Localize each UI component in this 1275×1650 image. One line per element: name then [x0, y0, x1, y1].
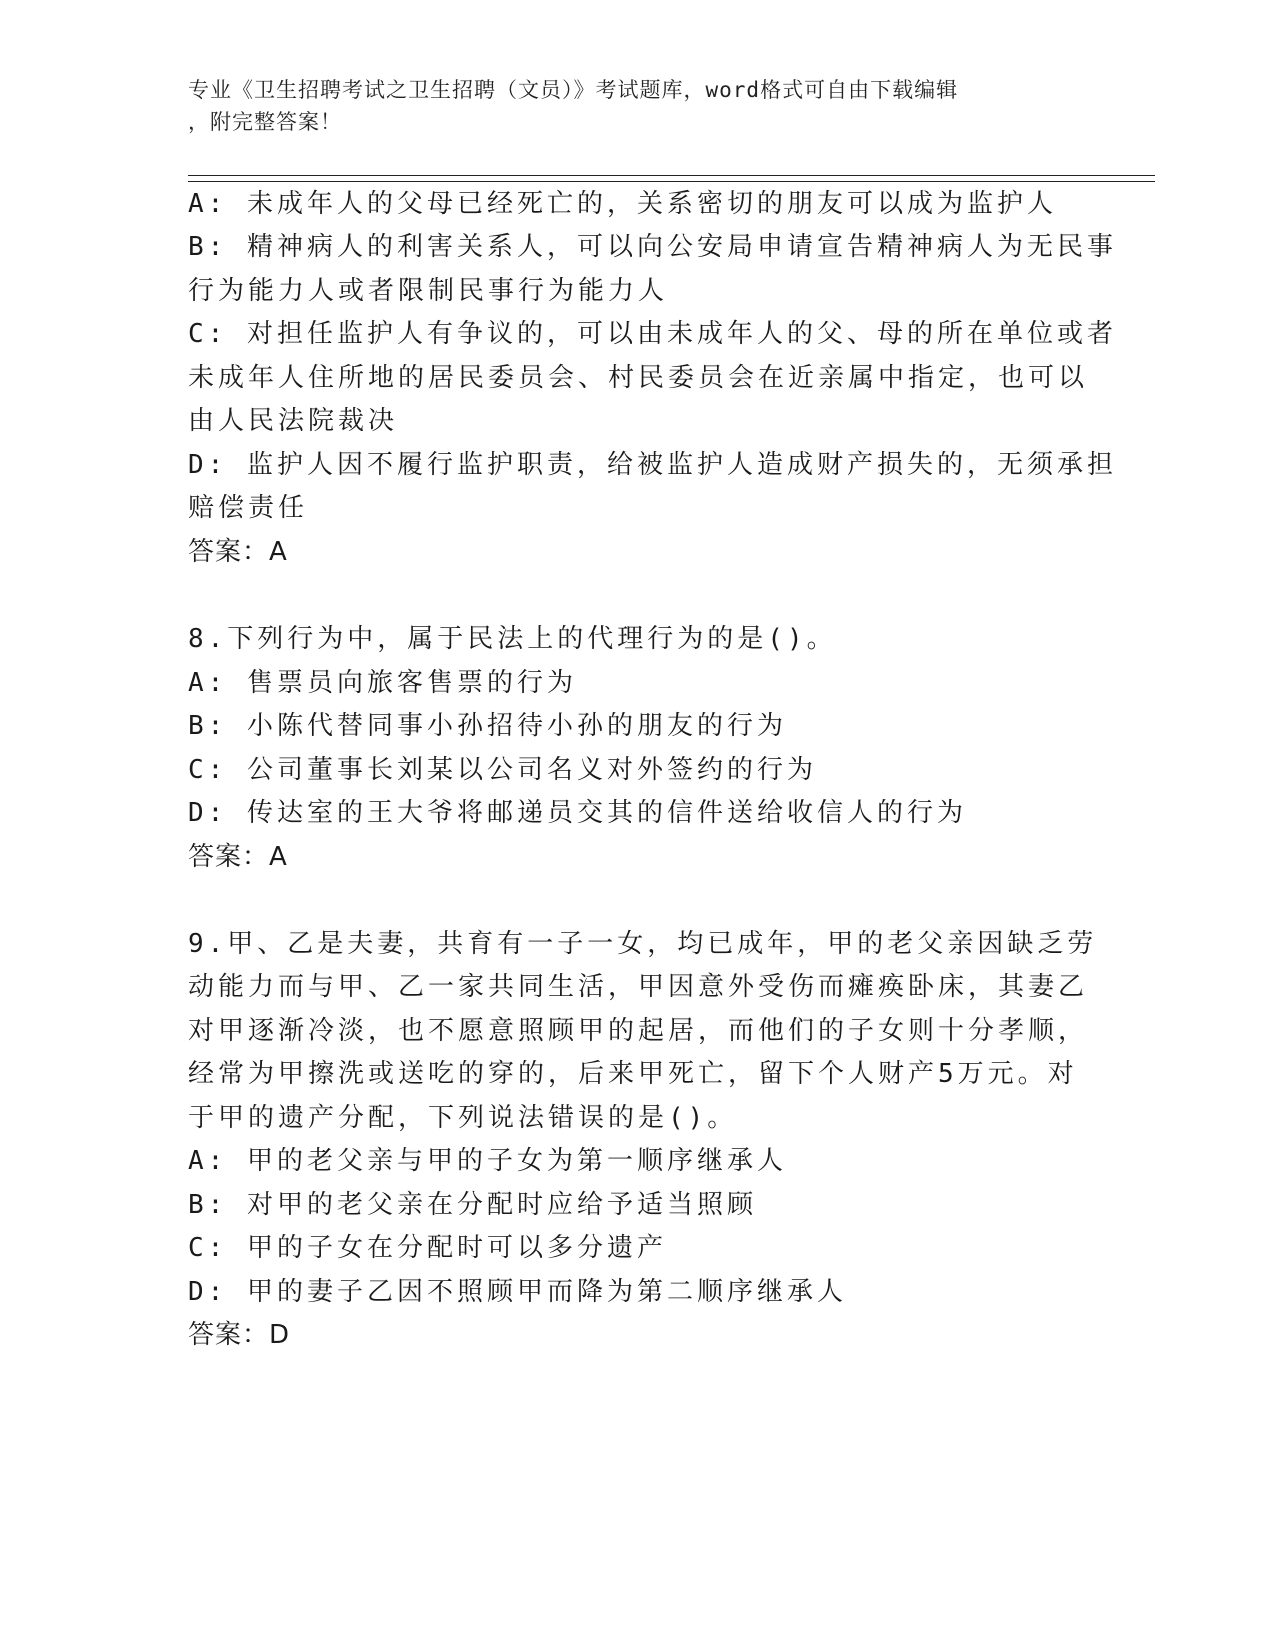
- q7-option-c-line-2: 未成年人住所地的居民委员会、村民委员会在近亲属中指定，也可以: [188, 363, 1089, 393]
- q9-option-d: D: 甲的妻子乙因不照顾甲而降为第二顺序继承人: [188, 1277, 847, 1307]
- header-line-1: 专业《卫生招聘考试之卫生招聘（文员）》考试题库，word格式可自由下载编辑: [188, 78, 959, 102]
- q9-stem-line-1: 9.甲、乙是夫妻，共育有一子一女，均已成年，甲的老父亲因缺乏劳: [188, 929, 1098, 959]
- q8-option-b: B: 小陈代替同事小孙招待小孙的朋友的行为: [188, 711, 787, 741]
- header-line-2: ，附完整答案！: [188, 110, 342, 134]
- q9-stem-line-4: 经常为甲擦洗或送吃的穿的，后来甲死亡，留下个人财产5万元。对: [188, 1059, 1078, 1089]
- q9-option-b: B: 对甲的老父亲在分配时应给予适当照顾: [188, 1190, 757, 1220]
- q9-answer: 答案：D: [188, 1320, 291, 1350]
- q9-stem-line-5: 于甲的遗产分配，下列说法错误的是()。: [188, 1103, 738, 1133]
- q8-option-a: A: 售票员向旅客售票的行为: [188, 668, 577, 698]
- q9-option-a: A: 甲的老父亲与甲的子女为第一顺序继承人: [188, 1146, 787, 1176]
- q7-option-a: A: 未成年人的父母已经死亡的，关系密切的朋友可以成为监护人: [188, 189, 1057, 219]
- q7-option-c-line-1: C: 对担任监护人有争议的，可以由未成年人的父、母的所在单位或者: [188, 319, 1117, 349]
- q7-option-c-line-3: 由人民法院裁决: [188, 406, 399, 436]
- q9-stem-line-2: 动能力而与甲、乙一家共同生活，甲因意外受伤而瘫痪卧床，其妻乙: [188, 972, 1089, 1002]
- q7-option-b-line-1: B: 精神病人的利害关系人，可以向公安局申请宣告精神病人为无民事: [188, 232, 1117, 262]
- header-divider-bottom: [188, 181, 1155, 182]
- q8-option-c: C: 公司董事长刘某以公司名义对外签约的行为: [188, 755, 817, 785]
- q9-option-c: C: 甲的子女在分配时可以多分遗产: [188, 1233, 667, 1263]
- document-header: [188, 74, 1068, 138]
- q7-option-b-line-2: 行为能力人或者限制民事行为能力人: [188, 276, 669, 306]
- header-divider-top: [188, 175, 1155, 176]
- q7-answer: 答案：A: [188, 537, 288, 567]
- q8-stem: 8.下列行为中，属于民法上的代理行为的是()。: [188, 624, 837, 654]
- q9-stem-line-3: 对甲逐渐冷淡，也不愿意照顾甲的起居，而他们的子女则十分孝顺，: [188, 1016, 1089, 1046]
- q7-option-d-line-2: 赔偿责任: [188, 493, 309, 523]
- q7-option-d-line-1: D: 监护人因不履行监护职责，给被监护人造成财产损失的，无须承担: [188, 450, 1117, 480]
- q8-answer: 答案：A: [188, 842, 288, 872]
- q8-option-d: D: 传达室的王大爷将邮递员交其的信件送给收信人的行为: [188, 798, 967, 828]
